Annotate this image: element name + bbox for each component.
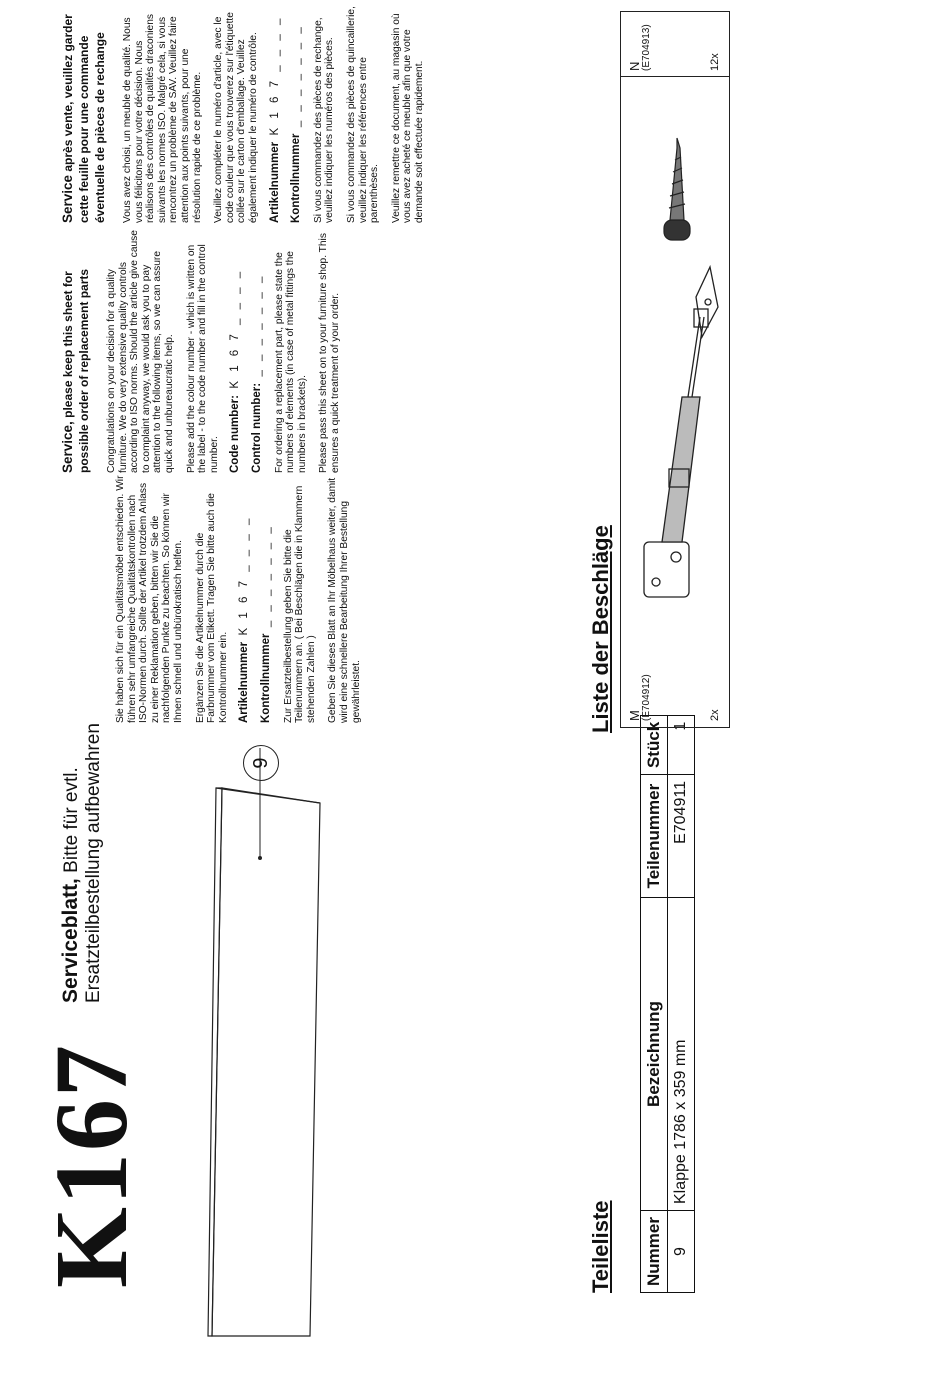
fitting-m-qty: 2x: [709, 709, 721, 721]
en-heading: [60, 228, 92, 473]
fr-article-label: Artikelnummer: [268, 141, 281, 223]
table-row: [668, 715, 695, 1292]
col-part-number: Teilenummer: [641, 775, 668, 898]
de-control-value: _ _ _ _ _ _ _: [259, 524, 272, 628]
callout-9: 9: [243, 745, 279, 781]
de-intro: Sie haben sich für ein Qualitätsmöbel entschieden. Wir führen sehr umfangreiche Qualitätskontrollen nach ISO-Normen durch. Sollte der Artikel trotzdem Anlass zu einer Reklamation geben, bitten wir Sie die nachfolgenden Punkte zu beachten. So können wir Ihnen schnell und unbürokratisch helfen.: [115, 475, 184, 723]
de-order-info: Zur Ersatzteilbestellung geben Sie bitte die Teilenummern an. ( Bei Beschlägen die in Klammern stehenden Zahlen ): [282, 485, 317, 723]
de-article-number: [239, 473, 251, 723]
fr-intro: Vous avez choisi, un meuble de qualité. Nous vous félicitons pour votre décision. Nous réalisons des contrôles de qualités draconiens suivants les normes ISO. Malgré cela, si vous rencontrez un problème de SAV. Veuillez faire attention aux points suivants, pour une résolution rapide de ce problème.: [122, 14, 203, 223]
fr-heading-rest: après vente, veuillez garder cette feuille pour une commande éventuelle de pièces de rechange: [61, 14, 107, 223]
fitting-m-code: (E704912): [641, 674, 652, 721]
en-order-info: For ordering a replacement part, please state the numbers of elements (in case of metal fittings the numbers in brackets).: [273, 251, 308, 473]
gas-spring-icon: [626, 217, 726, 637]
en-heading-bold: Service,: [60, 421, 75, 473]
col-quantity: Stück: [641, 715, 668, 774]
fitting-n-letter: N: [627, 61, 642, 71]
french-column: [60, 3, 435, 223]
panel-drawing: [150, 748, 350, 1348]
en-intro: Congratulations on your decision for a quality furniture. We do very extensive quality controls according to ISO norms. Should the article give cause to complaint anyway, we would ask you to pay attention to the following items, so we can assure quick and unbureaucratic help.: [106, 230, 175, 473]
fitting-n-qty: 12x: [709, 53, 721, 71]
en-control-number: [252, 228, 264, 473]
fr-control-value: _ _ _ _ _ _ _: [290, 24, 303, 128]
english-column: [60, 228, 352, 473]
parts-table: [640, 715, 695, 1293]
fittings-box: [620, 11, 730, 728]
row-quantity: 1: [668, 715, 695, 774]
german-column: [115, 473, 372, 723]
en-control-label: Control number:: [250, 382, 263, 473]
en-code-value: K 1 6 7 _ _ _ _: [229, 268, 242, 389]
model-number: K167: [34, 1043, 149, 1288]
fr-instructions: Veuillez compléter le numéro d'article, avec le code couleur que vous trouverez sur l'étiquette collée sur le carton d'emballage. Veuillez également indiquer le numéro de contrôle.: [213, 12, 259, 223]
de-control-number: [261, 473, 273, 723]
fr-control-number: [291, 3, 303, 223]
fitting-n-cell: [621, 12, 729, 77]
panel-edge: [216, 788, 320, 803]
en-control-value: _ _ _ _ _ _ _: [250, 273, 263, 377]
fr-article-number: [270, 3, 282, 223]
fr-article-value: K 1 6 7 _ _ _ _: [268, 15, 281, 136]
fitting-m-letter: M: [627, 710, 642, 721]
panel-face: [212, 788, 320, 1336]
fr-order-info-parts: Si vous commandez des pièces de rechange, veuillez indiquer les numéros des pièces.: [312, 17, 336, 223]
en-shop-info: Please pass this sheet on to your furniture shop. This ensures a quick treatment of your order.: [318, 233, 341, 473]
row-number: 9: [668, 1211, 695, 1293]
screw-icon: [650, 128, 710, 248]
row-part-number: E704911: [668, 775, 695, 898]
fr-order-info-hardware: Si vous commandez des pièces de quincaillerie, veuillez indiquer les références entre parenthèses.: [345, 6, 381, 223]
de-instructions: Ergänzen Sie die Artikelnummer durch die Farbnummer vom Etikett. Tragen Sie bitte auch die Kontrollnummer ein.: [194, 493, 229, 723]
title-rest: Bitte für evtl. Ersatzteilbestellung aufbewahren: [61, 723, 104, 1003]
fitting-n-code: (E704913): [641, 24, 652, 71]
fr-heading: [60, 3, 108, 223]
en-instructions: Please add the colour number - which is written on the label - to the code number and fill in the control number.: [185, 244, 220, 473]
title-bold: Serviceblatt,: [59, 878, 82, 1003]
parts-table-header: [641, 715, 668, 1292]
en-heading-rest: please keep this sheet for possible order of replacement parts: [61, 268, 91, 473]
fr-control-label: Kontrollnummer: [290, 133, 303, 223]
en-code-number: [230, 228, 242, 473]
col-number: Nummer: [641, 1211, 668, 1293]
parts-list-title: Teileliste: [588, 1200, 613, 1293]
de-control-label: Kontrollnummer: [259, 633, 272, 723]
fittings-list-title: Liste der Beschläge: [588, 525, 613, 733]
de-article-label: Artikelnummer: [238, 641, 251, 723]
document-title: [60, 643, 105, 1003]
fr-shop-info: Veuillez remettre ce document, au magasin où vous avez acheté ce meuble afin que votre demande soit effectuée rapidement.: [390, 13, 425, 223]
col-description: Bezeichnung: [641, 898, 668, 1211]
fr-heading-bold: Service: [60, 174, 75, 223]
de-article-value: K 1 6 7 _ _ _ _: [238, 515, 251, 636]
de-shop-info: Geben Sie dieses Blatt an Ihr Möbelhaus weiter, damit wird eine schnellere Bearbeitung Ihrer Bestellung gewährleistet.: [327, 477, 362, 723]
callout-dot: [258, 856, 262, 860]
en-code-label: Code number:: [229, 395, 242, 473]
row-description: Klappe 1786 x 359 mm: [668, 898, 695, 1211]
